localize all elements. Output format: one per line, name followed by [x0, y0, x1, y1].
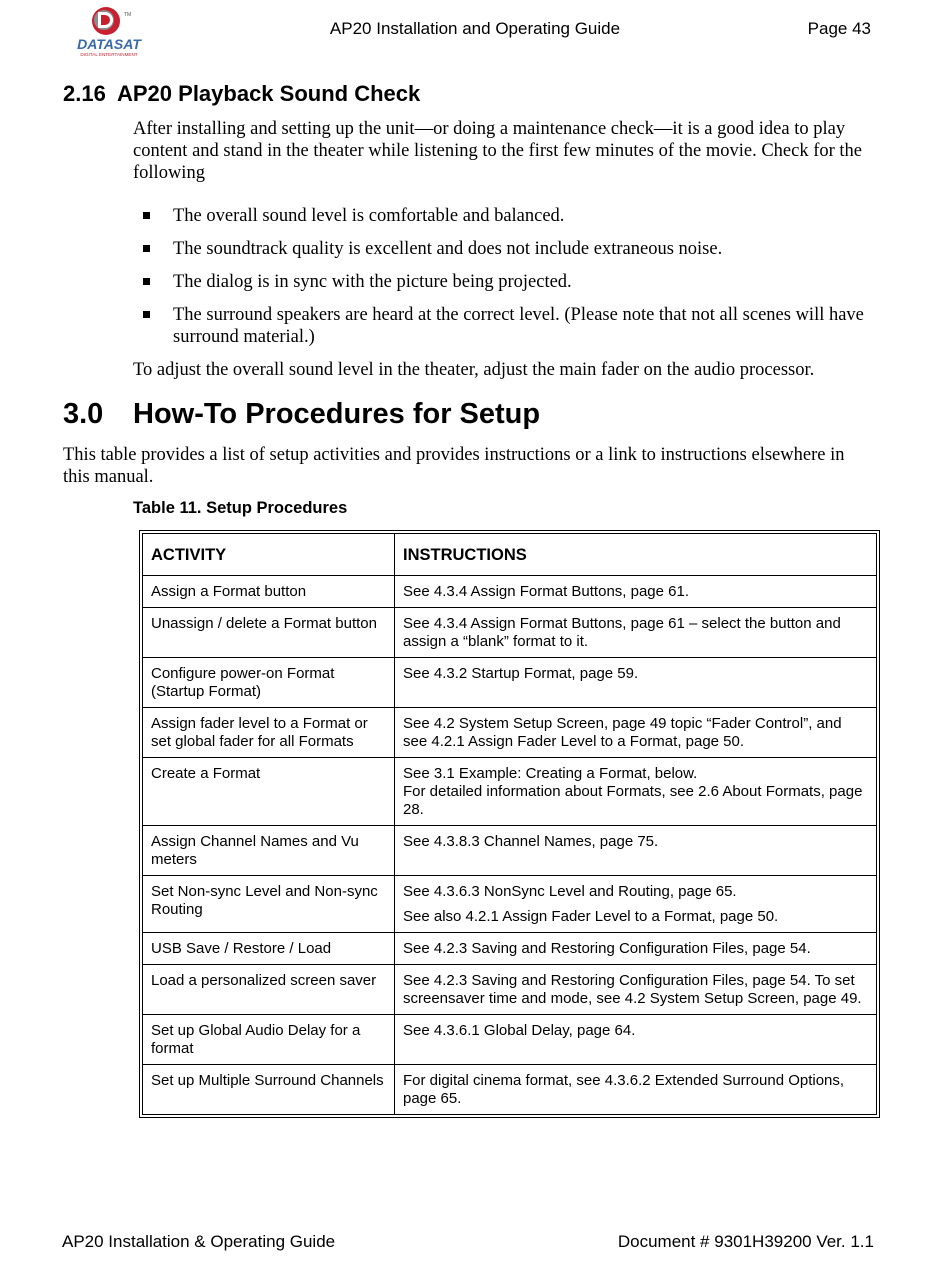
bullet-item	[133, 271, 868, 293]
footer-guide-title: AP20 Installation & Operating Guide	[62, 1232, 336, 1251]
instruction-text: See 4.3.6.1 Global Delay, page 64.	[403, 1022, 636, 1039]
instruction-text: See 4.3.2 Startup Format, page 59.	[403, 665, 639, 682]
instructions-cell	[395, 933, 877, 965]
table-row	[143, 965, 877, 1015]
instruction-text: See 4.3.8.3 Channel Names, page 75.	[403, 833, 659, 850]
logo-tm: TM	[124, 12, 132, 18]
footer-document-number: Document # 9301H39200 Ver. 1.1	[617, 1232, 874, 1251]
table-intro-paragraph: This table provides a list of setup activities and provides instructions or a link to instructions elsewhere in this manual.	[63, 445, 845, 487]
column-header-instructions: INSTRUCTIONS	[395, 534, 877, 576]
section-title: AP20 Playback Sound Check	[117, 81, 421, 106]
instruction-text: See 4.2.3 Saving and Restoring Configuration Files, page 54. To set screensaver time and mode, see 4.2 System Setup Screen, page 49.	[403, 972, 862, 1007]
instruction-text: See 4.3.4 Assign Format Buttons, page 61 – select the button and assign a “blank” format to it.	[403, 615, 841, 650]
activity-cell: Load a personalized screen saver	[143, 965, 395, 1015]
table-header-row	[143, 534, 877, 576]
bullet-text: The overall sound level is comfortable and balanced.	[173, 206, 565, 226]
section-title: How-To Procedures for Setup	[133, 398, 541, 430]
instruction-text: See 4.3.6.3 NonSync Level and Routing, page 65.	[403, 883, 737, 900]
section-heading-2-16	[63, 81, 420, 107]
bullet-item	[133, 238, 868, 260]
instruction-text: See 4.3.4 Assign Format Buttons, page 61.	[403, 583, 690, 600]
instructions-cell	[395, 965, 877, 1015]
activity-cell: Assign Channel Names and Vu meters	[143, 826, 395, 876]
activity-cell: Assign a Format button	[143, 576, 395, 608]
bullet-item	[133, 205, 868, 227]
instruction-text: See also 4.2.1 Assign Fader Level to a Format, page 50.	[403, 908, 779, 925]
section-number: 3.0	[63, 398, 104, 430]
table-row	[143, 1015, 877, 1065]
table-row	[143, 1065, 877, 1115]
table-row	[143, 608, 877, 658]
instructions-cell	[395, 658, 877, 708]
bullet-text: The surround speakers are heard at the correct level. (Please note that not all scenes will have surround material.)	[173, 305, 864, 347]
checklist-bullets	[133, 205, 868, 359]
activity-cell: Configure power-on Format (Startup Format)	[143, 658, 395, 708]
activity-cell: USB Save / Restore / Load	[143, 933, 395, 965]
section-heading-3-0	[63, 398, 540, 431]
instructions-cell	[395, 758, 877, 826]
square-bullet-icon	[143, 245, 150, 252]
activity-cell: Create a Format	[143, 758, 395, 826]
instructions-cell	[395, 876, 877, 933]
instruction-text: See 4.2.3 Saving and Restoring Configuration Files, page 54.	[403, 940, 811, 957]
instructions-cell	[395, 1065, 877, 1115]
table-row	[143, 658, 877, 708]
square-bullet-icon	[143, 311, 150, 318]
instructions-cell	[395, 608, 877, 658]
activity-cell: Assign fader level to a Format or set global fader for all Formats	[143, 708, 395, 758]
logo-subtext: DIGITAL ENTERTAINMENT	[80, 52, 138, 57]
instructions-cell	[395, 1015, 877, 1065]
logo-wordmark: DATASAT	[77, 36, 141, 52]
table-row	[143, 826, 877, 876]
bullet-item	[133, 304, 868, 348]
setup-procedures-table	[139, 530, 880, 1118]
adjust-paragraph: To adjust the overall sound level in the theater, adjust the main fader on the audio processor.	[133, 360, 815, 380]
table-caption: Table 11. Setup Procedures	[133, 499, 348, 517]
section-number: 2.16	[63, 81, 106, 106]
instruction-text: For digital cinema format, see 4.3.6.2 Extended Surround Options, page 65.	[403, 1072, 845, 1107]
activity-cell: Set up Multiple Surround Channels	[143, 1065, 395, 1115]
header-title: AP20 Installation and Operating Guide	[329, 19, 621, 38]
bullet-text: The dialog is in sync with the picture being projected.	[173, 272, 572, 292]
column-header-activity: ACTIVITY	[143, 534, 395, 576]
instructions-cell	[395, 576, 877, 608]
header-page-number: Page 43	[807, 19, 871, 38]
instructions-cell	[395, 826, 877, 876]
activity-cell: Set Non-sync Level and Non-sync Routing	[143, 876, 395, 933]
section-intro-paragraph: After installing and setting up the unit—or doing a maintenance check—it is a good idea to play content and stand in the theater while listening to the first few minutes of the movie. Check for the following	[133, 119, 863, 183]
instruction-text: See 3.1 Example: Creating a Format, below.	[403, 765, 698, 782]
instructions-cell	[395, 708, 877, 758]
activity-cell: Set up Global Audio Delay for a format	[143, 1015, 395, 1065]
activity-cell: Unassign / delete a Format button	[143, 608, 395, 658]
square-bullet-icon	[143, 278, 150, 285]
square-bullet-icon	[143, 212, 150, 219]
bullet-text: The soundtrack quality is excellent and does not include extraneous noise.	[173, 239, 723, 259]
table-row	[143, 758, 877, 826]
table-row	[143, 576, 877, 608]
table-row	[143, 933, 877, 965]
table-row	[143, 708, 877, 758]
table-row	[143, 876, 877, 933]
instruction-text: For detailed information about Formats, see 2.6 About Formats, page 28.	[403, 783, 863, 818]
instruction-text: See 4.2 System Setup Screen, page 49 topic “Fader Control”, and see 4.2.1 Assign Fader Level to a Format, page 50.	[403, 715, 842, 750]
